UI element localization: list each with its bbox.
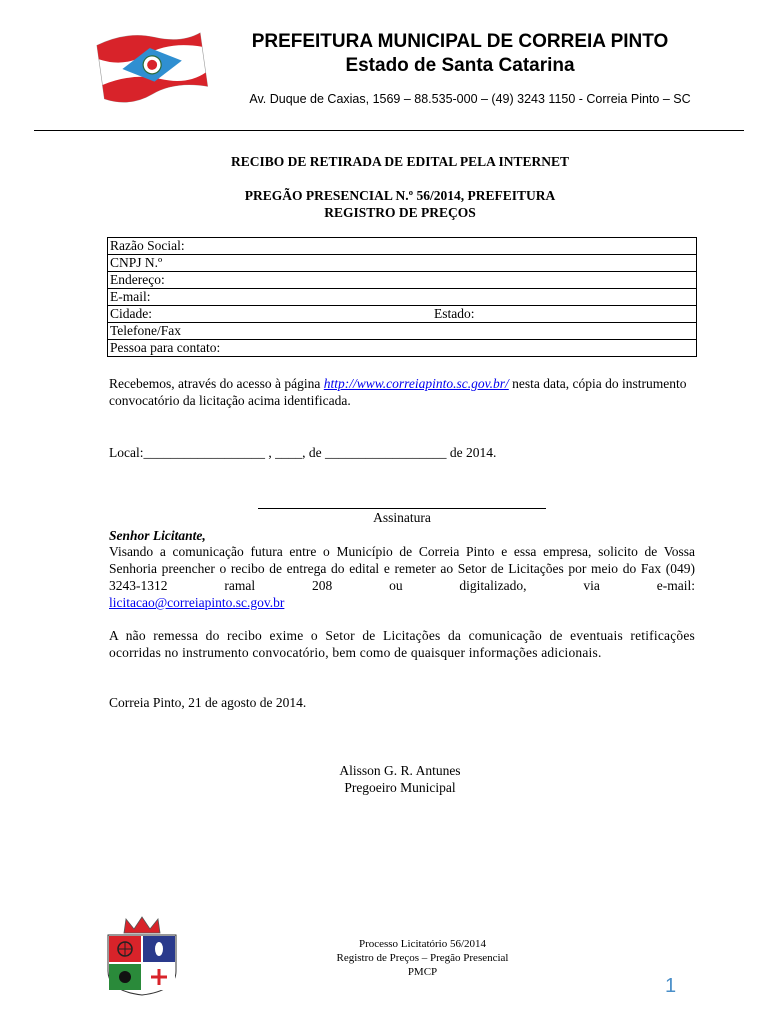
- table-row: [108, 340, 697, 357]
- signature-line: [258, 508, 546, 509]
- instructions-text: Visando a comunicação futura entre o Município de Correia Pinto e essa empresa, solicito de Vossa Senhoria preencher o recibo de entrega do edital e remeter ao Setor de Licitações por meio do Fax (049) 3243-1312 ramal 208 ou digitalizado, via e-mail:: [109, 544, 695, 593]
- document-title: RECIBO DE RETIRADA DE EDITAL PELA INTERNET: [230, 154, 570, 169]
- header-title: PREFEITURA MUNICIPAL DE CORREIA PINTO: [251, 31, 669, 52]
- remessa-paragraph: A não remessa do recibo exime o Setor de Licitações da comunicação de eventuais retificações ocorridas no instrumento convocatório, bem como de quaisquer informações adicionais.: [109, 628, 695, 660]
- table-row: [108, 323, 697, 340]
- receipt-paragraph: [109, 375, 695, 409]
- document-date: Correia Pinto, 21 de agosto de 2014.: [109, 695, 307, 710]
- receipt-text-post: nesta data, cópia do instrumento convocatório da licitação acima identificada.: [109, 376, 687, 408]
- table-row: [108, 238, 697, 255]
- signature-label: Assinatura: [373, 510, 431, 525]
- endereco-field[interactable]: Endereço:: [108, 272, 697, 289]
- footer-process: Processo Licitatório 56/2014: [358, 938, 487, 950]
- header-subtitle: Estado de Santa Catarina: [345, 55, 575, 76]
- email-field[interactable]: E-mail:: [108, 289, 697, 306]
- header-divider: [34, 130, 744, 131]
- instructions-paragraph: [109, 543, 695, 611]
- local-date-line: Local:__________________ , ____, de __________________ de 2014.: [109, 445, 497, 460]
- header-address: Av. Duque de Caxias, 1569 – 88.535-000 – (49) 3243 1150 - Correia Pinto – SC: [249, 92, 691, 106]
- website-link[interactable]: http://www.correiapinto.sc.gov.br/: [323, 376, 509, 391]
- signer-role: Pregoeiro Municipal: [344, 780, 456, 795]
- footer-registry: Registro de Preços – Pregão Presencial: [336, 952, 509, 964]
- signer-name: Alisson G. R. Antunes: [339, 763, 461, 778]
- email-link[interactable]: licitacao@correiapinto.sc.gov.br: [109, 595, 285, 610]
- footer-block: [300, 937, 545, 979]
- table-row: [108, 306, 697, 323]
- footer-pmcp: PMCP: [407, 966, 438, 978]
- cnpj-field[interactable]: CNPJ N.º: [108, 255, 697, 272]
- receipt-text-pre: Recebemos, através do acesso à página: [109, 376, 324, 391]
- cidade-estado-field[interactable]: [108, 306, 697, 323]
- telefone-fax-field[interactable]: Telefone/Fax: [108, 323, 697, 340]
- recipient-form-table: [107, 237, 697, 357]
- table-row: [108, 289, 697, 306]
- table-row: [108, 255, 697, 272]
- pessoa-contato-field[interactable]: Pessoa para contato:: [108, 340, 697, 357]
- document-subtitle-line2: REGISTRO DE PREÇOS: [324, 205, 476, 220]
- licitante-greeting: Senhor Licitante,: [109, 528, 206, 543]
- cidade-label: Cidade:: [110, 306, 152, 321]
- razao-social-field[interactable]: Razão Social:: [108, 238, 697, 255]
- signer-block: [250, 762, 550, 796]
- document-subtitle-line1: PREGÃO PRESENCIAL N.º 56/2014, PREFEITURA: [244, 188, 556, 203]
- santa-catarina-flag-icon: [92, 22, 210, 106]
- table-row: [108, 272, 697, 289]
- page-number: 1: [665, 975, 677, 997]
- municipal-crest-icon: [104, 915, 180, 997]
- estado-label: Estado:: [434, 306, 475, 321]
